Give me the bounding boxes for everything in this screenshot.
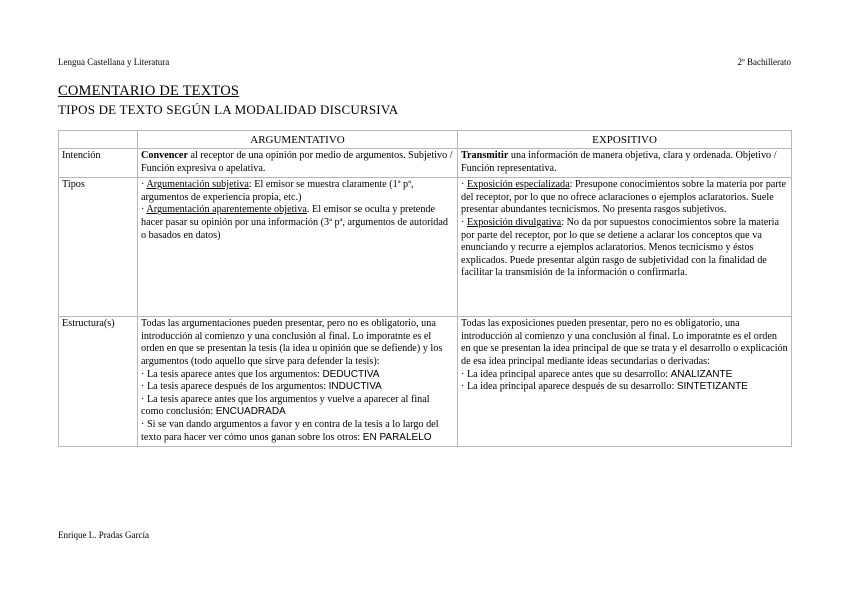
cell-estructura-argumentativo [138,317,458,447]
cell-tipos-expositivo [458,178,792,317]
estructura-type: DEDUCTIVA [322,368,380,380]
tipo-title: Exposición divulgativa [466,216,562,228]
tipo-exp-divulgativa [461,217,788,280]
estructura-exp-sintetizante [461,381,788,394]
header-subject: Lengua Castellana y Literatura [58,57,170,67]
row-label-intencion: Intención [59,149,138,178]
row-label-estructura: Estructura(s) [59,317,138,447]
cell-estructura-expositivo [458,317,792,447]
estructura-arg-paralelo [141,419,454,444]
tipo-title: Exposición especializada [466,179,570,191]
text-types-table [58,130,792,447]
estructura-text: · Si se van dando argumentos a favor y en contra de la tesis a lo largo del texto para hacer ver cómo unos ganan sobre los otros: [141,418,439,443]
estructura-type: ENCUADRADA [215,406,286,418]
estructura-text: · La tesis aparece antes que los argumentos: [141,368,323,380]
tipo-arg-objetiva [141,204,454,242]
cell-tipos-argumentativo [138,178,458,317]
footer-author: Enrique L. Pradas García [58,530,149,540]
tipo-text: : No da por supuestos conocimientos sobre la materia por parte del receptor, por lo que se detiene a aclarar los conceptos que va enunciando y recurre a ejemplos aclaratorios. Menos tecnicismo y éstos explicados. Puede presentar algún rasgo de subjetividad con la finalidad de facilitar la transmisión de la información o confirmarla. [461,216,780,279]
header-empty-cell [59,131,138,149]
estructura-text: · La tesis aparece después de los argumentos: [141,381,329,393]
tipo-title: Argumentación subjetiva [146,179,249,191]
tipo-exp-especializada [461,179,788,217]
bullet: · [141,204,147,216]
header-argumentativo: ARGUMENTATIVO [138,131,458,149]
estructura-arg-inductiva [141,381,454,394]
tipo-text: . El emisor se oculta y pretende hacer pasar su opinión por una información (3ª pª, argumentos de autoridad o basados en datos) [141,204,449,241]
page-title: COMENTARIO DE TEXTOS [58,83,240,99]
header-course: 2º Bachillerato [737,57,791,67]
bullet: · [461,179,467,191]
estructura-text: · La idea principal aparece antes que su desarrollo: [461,368,671,380]
tipo-arg-subjetiva [141,179,454,204]
estructura-arg-encuadrada [141,394,454,419]
cell-intencion-argumentativo [138,149,458,178]
bullet: · [141,179,147,191]
estructura-text: · La idea principal aparece después de su desarrollo: [461,381,677,393]
bullet: · [461,216,467,228]
keyword-convencer: Convencer [141,150,188,161]
estructura-arg-deductiva [141,369,454,382]
table-row-intencion [59,149,792,178]
table-row-estructura [59,317,792,447]
tipo-text: : El emisor se muestra claramente (1ª pª, argumentos de experiencia propia, etc.) [141,179,414,203]
page-subtitle: TIPOS DE TEXTO SEGÚN LA MODALIDAD DISCURSIVA [58,102,399,117]
tipo-title: Argumentación aparentemente objetiva [146,204,307,216]
cell-intencion-expositivo [458,149,792,178]
header-expositivo: EXPOSITIVO [458,131,792,149]
intencion-exp-text: una información de manera objetiva, clara y ordenada. Objetivo / Función representativa. [461,150,777,174]
tipo-text: : Presupone conocimientos sobre la materia por parte del receptor, por lo que no ofrece aclaraciones o ejemplos aclaratorios. Suele presentar abundantes tecnicismos. No presenta rasgos subjetivos. [461,179,787,216]
estructura-arg-intro: Todas las argumentaciones pueden presentar, pero no es obligatorio, una introducción al comienzo y una conclusión al final. Lo imporatnte es el orden en que se presentan la tesis (la idea u opinión que se defiende) y los argumentos (todo aquello que sirve para defender la tesis): [141,318,443,367]
estructura-text: · La tesis aparece antes que los argumentos y vuelve a aparecer al final como conclusión: [141,393,430,418]
estructura-type: INDUCTIVA [328,381,382,393]
table-header-row [59,131,792,149]
keyword-transmitir: Transmitir [461,150,509,161]
intencion-arg-text: al receptor de una opinión por medio de argumentos. Subjetivo / Función expresiva o apelativa. [141,150,453,174]
estructura-type: EN PARALELO [362,431,432,443]
estructura-exp-analizante [461,369,788,382]
estructura-exp-intro: Todas las exposiciones pueden presentar, pero no es obligatorio, una introducción al comienzo y una conclusión al final. Lo imporatnte es el orden en que se presentan la idea principal de que se trata y el desarrollo o explicación de esa idea principal mediante ideas secundarias o derivadas: [461,318,788,367]
estructura-type: ANALIZANTE [670,368,733,380]
row-label-tipos: Tipos [59,178,138,317]
estructura-type: SINTETIZANTE [676,381,748,393]
table-row-tipos [59,178,792,317]
